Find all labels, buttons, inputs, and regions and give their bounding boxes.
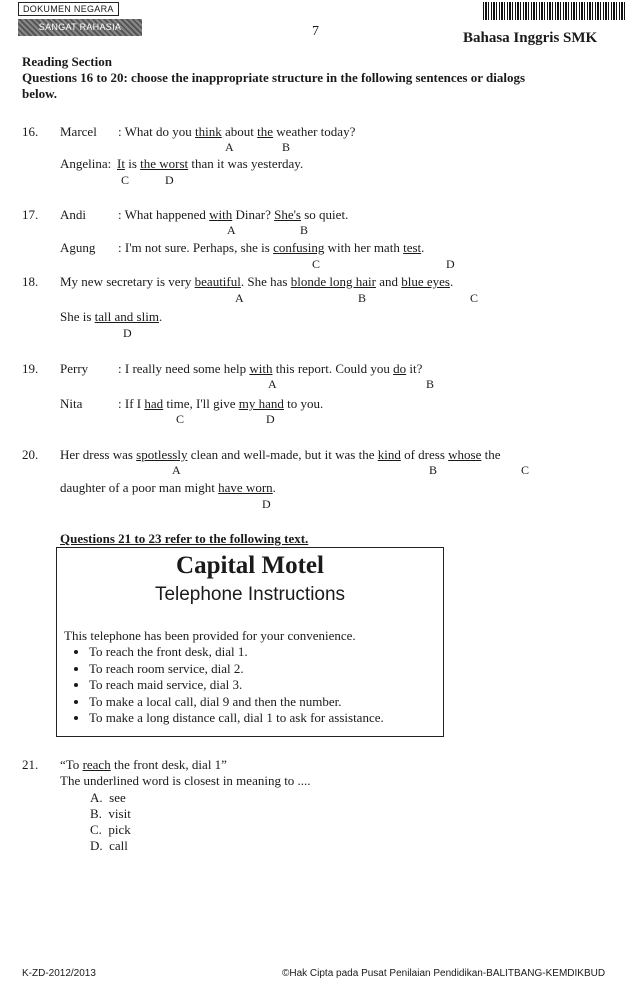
dialog-line: : I'm not sure. Perhaps, she is confusing with her math test. [118,240,425,255]
speaker: Perry [60,361,89,376]
option-letter: D [165,173,174,187]
list-item: • To reach the front desk, dial 1. [89,644,384,661]
option-letter: C [176,412,185,426]
footer-code: K-ZD-2012/2013 [22,968,96,979]
option-letter: A [235,291,244,305]
option-letter: D [446,257,455,271]
option-letter: B [282,140,291,154]
option-letter: B [300,223,309,237]
option-letter: D [266,412,275,426]
option-letter: A [225,140,234,154]
question-number: 21. [22,757,39,772]
notice-title: Capital Motel [176,552,324,579]
question-number: 17. [22,207,39,222]
option-letter: C [521,463,530,477]
answer-option[interactable]: B. visit [90,806,131,821]
option-letter: B [429,463,438,477]
sentence-line: My new secretary is very beautiful. She has blonde long hair and blue eyes. [60,274,454,289]
secret-label: SANGAT RAHASIA [18,19,142,36]
question-quote: “To reach the front desk, dial 1” [60,757,227,772]
option-letter: C [121,173,130,187]
subject-title: Bahasa Inggris SMK [463,30,598,46]
dialog-line: : I really need some help with this report. Could you do it? [118,361,423,376]
answer-option[interactable]: A. see [90,790,126,805]
footer-copyright: ©Hak Cipta pada Pusat Penilaian Pendidikan-BALITBANG-KEMDIKBUD [282,968,606,979]
speaker: Marcel [60,124,97,139]
notice-intro: This telephone has been provided for your convenience. [64,628,356,643]
question-stem: The underlined word is closest in meaning to .... [60,773,311,788]
dialog-line: : What do you think about the weather today? [118,124,356,139]
answer-option[interactable]: D. call [90,838,128,853]
option-letter: B [358,291,367,305]
speaker: Nita [60,396,83,411]
question-number: 20. [22,447,39,462]
option-letter: A [227,223,236,237]
notice-subtitle: Telephone Instructions [154,584,346,605]
instruction-line: below. [22,86,58,101]
sentence-line: Her dress was spotlessly clean and well-made, but it was the kind of dress whose the [60,447,501,462]
section-title: Reading Section [22,54,112,69]
instruction-line: Questions 21 to 23 refer to the following text. [60,531,309,546]
instruction-line: Questions 16 to 20: choose the inappropriate structure in the following sentences or dialogs [22,70,526,85]
option-letter: B [426,377,435,391]
option-letter: A [172,463,181,477]
question-number: 19. [22,361,39,376]
speaker: Agung [60,240,96,255]
page-number: 7 [312,24,319,39]
option-letter: D [123,326,132,340]
notice-list [64,644,384,727]
list-item: • To reach room service, dial 2. [89,661,384,678]
dialog-line: : What happened with Dinar? She's so quiet. [118,207,349,222]
sentence-line: daughter of a poor man might have worn. [60,480,276,495]
dialog-line: : If I had time, I'll give my hand to you. [118,396,324,411]
list-item: • To make a long distance call, dial 1 to ask for assistance. [89,710,384,727]
notice-box [56,547,444,737]
speaker: Andi [60,207,86,222]
question-number: 18. [22,274,39,289]
option-letter: A [268,377,277,391]
document-label: DOKUMEN NEGARA [18,2,119,16]
list-item: • To make a local call, dial 9 and then the number. [89,694,384,711]
dialog-line: It is the worst than it was yesterday. [117,156,304,171]
sentence-line: She is tall and slim. [60,309,163,324]
option-letter: C [312,257,321,271]
barcode-icon [483,2,626,20]
option-letter: C [470,291,479,305]
speaker: Angelina: [60,156,112,171]
answer-option[interactable]: C. pick [90,822,131,837]
option-letter: D [262,497,271,511]
question-number: 16. [22,124,39,139]
list-item: • To reach maid service, dial 3. [89,677,384,694]
